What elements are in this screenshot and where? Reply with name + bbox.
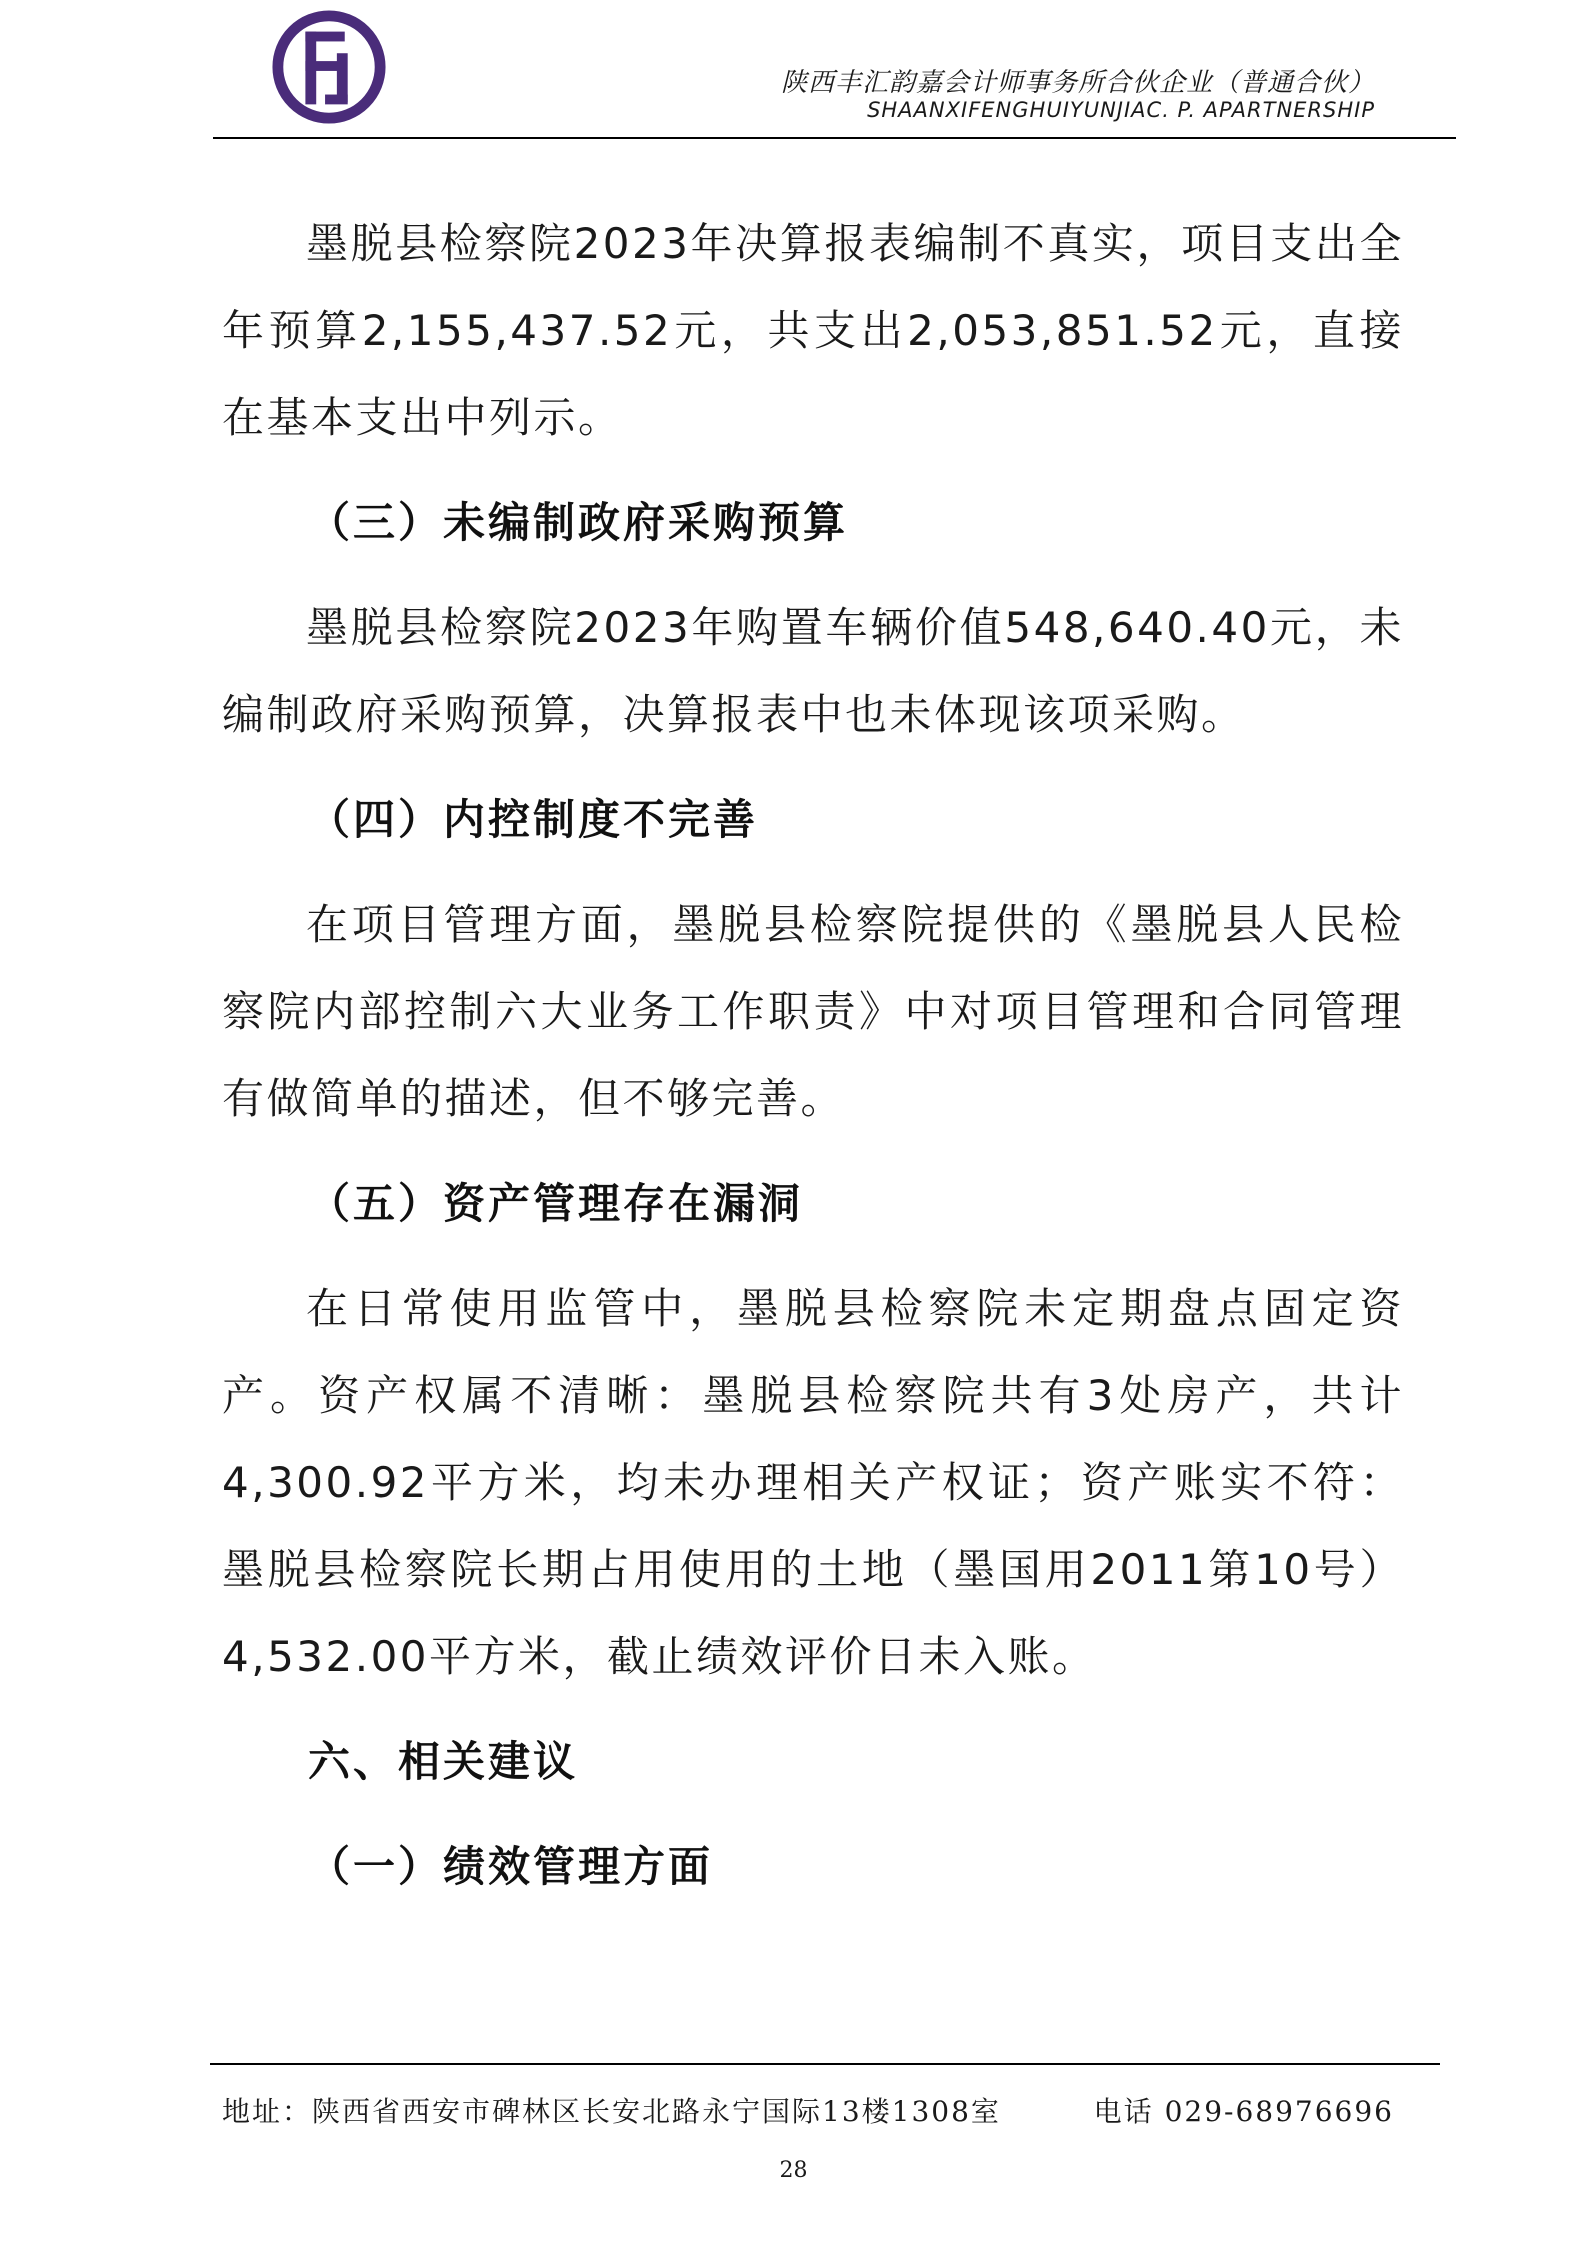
footer-divider — [210, 2063, 1440, 2065]
page-footer — [222, 2090, 1394, 2130]
section-heading-recommendations: 六、相关建议 — [308, 1737, 579, 1786]
firm-logo-icon — [270, 8, 388, 126]
document-body — [222, 200, 1404, 1928]
section-heading-performance-management: （一）绩效管理方面 — [308, 1842, 714, 1891]
paragraph-procurement: 墨脱县检察院2023年购置车辆价值548,640.40元，未编制政府采购预算，决算报表中也未体现该项采购。 — [222, 603, 1404, 739]
section-heading-asset-management: （五）资产管理存在漏洞 — [308, 1179, 804, 1228]
firm-name-chinese: 陕西丰汇韵嘉会计师事务所合伙企业（普通合伙） — [780, 68, 1375, 98]
footer-phone: 电话 029-68976696 — [1093, 2095, 1394, 2128]
section-heading-internal-control: （四）内控制度不完善 — [308, 795, 759, 844]
paragraph-final-accounts: 墨脱县检察院2023年决算报表编制不真实，项目支出全年预算2,155,437.52元，共支出2,053,851.52元，直接在基本支出中列示。 — [222, 219, 1404, 442]
section-heading-procurement: （三）未编制政府采购预算 — [308, 498, 849, 547]
paragraph-asset-management: 在日常使用监管中，墨脱县检察院未定期盘点固定资产。资产权属不清晰：墨脱县检察院共有3处房产，共计4,300.92平方米，均未办理相关产权证；资产账实不符：墨脱县检察院长期占用使用的土地（墨国用2011第10号）4,532.00平方米，截止绩效评价日未入账。 — [222, 1284, 1404, 1681]
firm-name-english: SHAANXIFENGHUIYUNJIAC. P. APARTNERSHIP — [867, 98, 1375, 122]
page-header — [0, 0, 1587, 140]
header-divider — [213, 137, 1456, 139]
footer-address: 地址：陕西省西安市碑林区长安北路永宁国际13楼1308室 — [222, 2095, 1001, 2128]
paragraph-internal-control: 在项目管理方面，墨脱县检察院提供的《墨脱县人民检察院内部控制六大业务工作职责》中对项目管理和合同管理有做简单的描述，但不够完善。 — [222, 900, 1404, 1123]
page-number: 28 — [779, 2158, 808, 2183]
